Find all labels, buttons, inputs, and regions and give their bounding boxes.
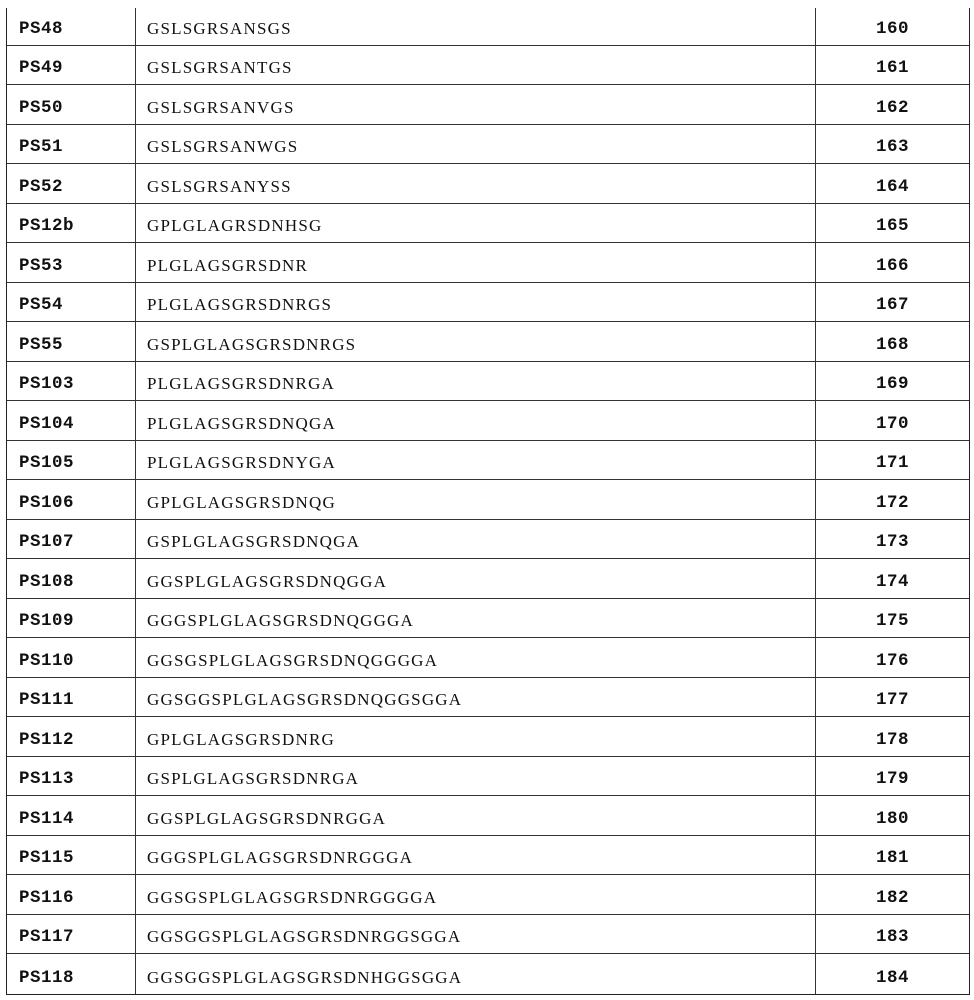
peptide-id-cell: PS105 [7,441,136,480]
table-row [7,125,969,165]
peptide-id-cell: PS109 [7,599,136,638]
peptide-id-cell: PS115 [7,836,136,875]
seq-id-no-cell: 176 [875,650,909,671]
peptide-id-cell: PS50 [7,85,136,124]
table-row [7,46,969,86]
peptide-id-cell: PS118 [7,954,136,994]
table-row [7,559,969,599]
sequence-cell: GSPLGLAGSGRSDNQGA [136,520,816,559]
table-row [7,401,969,441]
peptide-id-cell: PS54 [7,283,136,322]
table-row [7,599,969,639]
sequence-cell: GGSPLGLAGSGRSDNQGGA [136,559,816,598]
seq-id-no-cell: 162 [875,97,909,118]
table-row [7,8,969,46]
seq-id-no-cell: 169 [875,374,909,394]
seq-id-no-cell: 165 [875,216,909,236]
seq-id-no-cell: 160 [875,18,909,39]
table-row [7,836,969,876]
table-row [7,757,969,797]
peptide-id-cell: PS51 [7,125,136,164]
table-row [7,243,969,283]
sequence-cell: GSLSGRSANYSS [136,164,816,203]
sequence-cell: GPLGLAGRSDNHSG [136,204,816,243]
peptide-id-cell: PS114 [7,796,136,835]
peptide-id-cell: PS53 [7,243,136,282]
peptide-id-cell: PS108 [7,559,136,598]
sequence-cell: GSPLGLAGSGRSDNRGS [136,322,816,361]
seq-id-no-cell: 183 [875,927,909,947]
sequence-cell: GSPLGLAGSGRSDNRGA [136,757,816,796]
peptide-id-cell: PS104 [7,401,136,440]
sequence-cell: GGSGGSPLGLAGSGRSDNQGGSGGA [136,678,816,717]
seq-id-no-cell: 164 [875,176,909,197]
sequence-cell: GGSPLGLAGSGRSDNRGGA [136,796,816,835]
sequence-cell: GGSGSPLGLAGSGRSDNQGGGGA [136,638,816,677]
table-row [7,678,969,718]
seq-id-no-cell: 182 [875,887,909,908]
sequence-cell: GSLSGRSANTGS [136,46,816,85]
table-row [7,480,969,520]
peptide-id-cell: PS48 [7,8,136,45]
sequence-cell: GGSGGSPLGLAGSGRSDNHGGSGGA [136,954,816,994]
seq-id-no-cell: 177 [875,690,909,710]
table-row [7,520,969,560]
table-row [7,796,969,836]
seq-id-no-cell: 174 [875,571,909,592]
seq-id-no-cell: 179 [875,769,909,789]
peptide-id-cell: PS117 [7,915,136,954]
sequence-cell: GGGSPLGLAGSGRSDNRGGGA [136,836,816,875]
table-row [7,875,969,915]
sequence-cell: GSLSGRSANVGS [136,85,816,124]
sequence-cell: PLGLAGSGRSDNR [136,243,816,282]
peptide-id-cell: PS110 [7,638,136,677]
peptide-id-cell: PS49 [7,46,136,85]
seq-id-no-cell: 163 [875,137,909,157]
peptide-id-cell: PS113 [7,757,136,796]
peptide-id-cell: PS112 [7,717,136,756]
sequence-cell: GGSGGSPLGLAGSGRSDNRGGSGGA [136,915,816,954]
table-row [7,204,969,244]
seq-id-no-cell: 166 [875,255,909,276]
peptide-id-cell: PS106 [7,480,136,519]
table-row [7,954,969,994]
table-row [7,362,969,402]
sequence-cell: GSLSGRSANSGS [136,8,816,45]
seq-id-no-cell: 181 [875,848,909,868]
sequence-cell: GGSGSPLGLAGSGRSDNRGGGGA [136,875,816,914]
sequence-cell: PLGLAGSGRSDNRGA [136,362,816,401]
sequence-cell: PLGLAGSGRSDNRGS [136,283,816,322]
peptide-id-cell: PS12b [7,204,136,243]
table-row [7,717,969,757]
table-row [7,85,969,125]
seq-id-no-cell: 178 [875,729,909,750]
seq-id-no-cell: 175 [875,611,909,631]
table-row [7,638,969,678]
peptide-id-cell: PS52 [7,164,136,203]
seq-id-no-cell: 184 [875,967,909,988]
table-row [7,322,969,362]
peptide-id-cell: PS107 [7,520,136,559]
peptide-id-cell: PS111 [7,678,136,717]
seq-id-no-cell: 173 [875,532,909,552]
peptide-id-cell: PS55 [7,322,136,361]
sequence-cell: GSLSGRSANWGS [136,125,816,164]
table-row [7,283,969,323]
seq-id-no-cell: 161 [875,58,909,78]
sequence-cell: PLGLAGSGRSDNYGA [136,441,816,480]
table-row [7,164,969,204]
sequence-cell: GPLGLAGSGRSDNRG [136,717,816,756]
peptide-id-cell: PS103 [7,362,136,401]
table-row [7,915,969,955]
sequence-table [6,8,970,995]
peptide-id-cell: PS116 [7,875,136,914]
seq-id-no-cell: 172 [875,492,909,513]
seq-id-no-cell: 170 [875,413,909,434]
seq-id-no-cell: 167 [875,295,909,315]
seq-id-no-cell: 171 [875,453,909,473]
sequence-cell: GGGSPLGLAGSGRSDNQGGGA [136,599,816,638]
sequence-cell: PLGLAGSGRSDNQGA [136,401,816,440]
sequence-cell: GPLGLAGSGRSDNQG [136,480,816,519]
seq-id-no-cell: 168 [875,334,909,355]
table-row [7,441,969,481]
seq-id-no-cell: 180 [875,808,909,829]
